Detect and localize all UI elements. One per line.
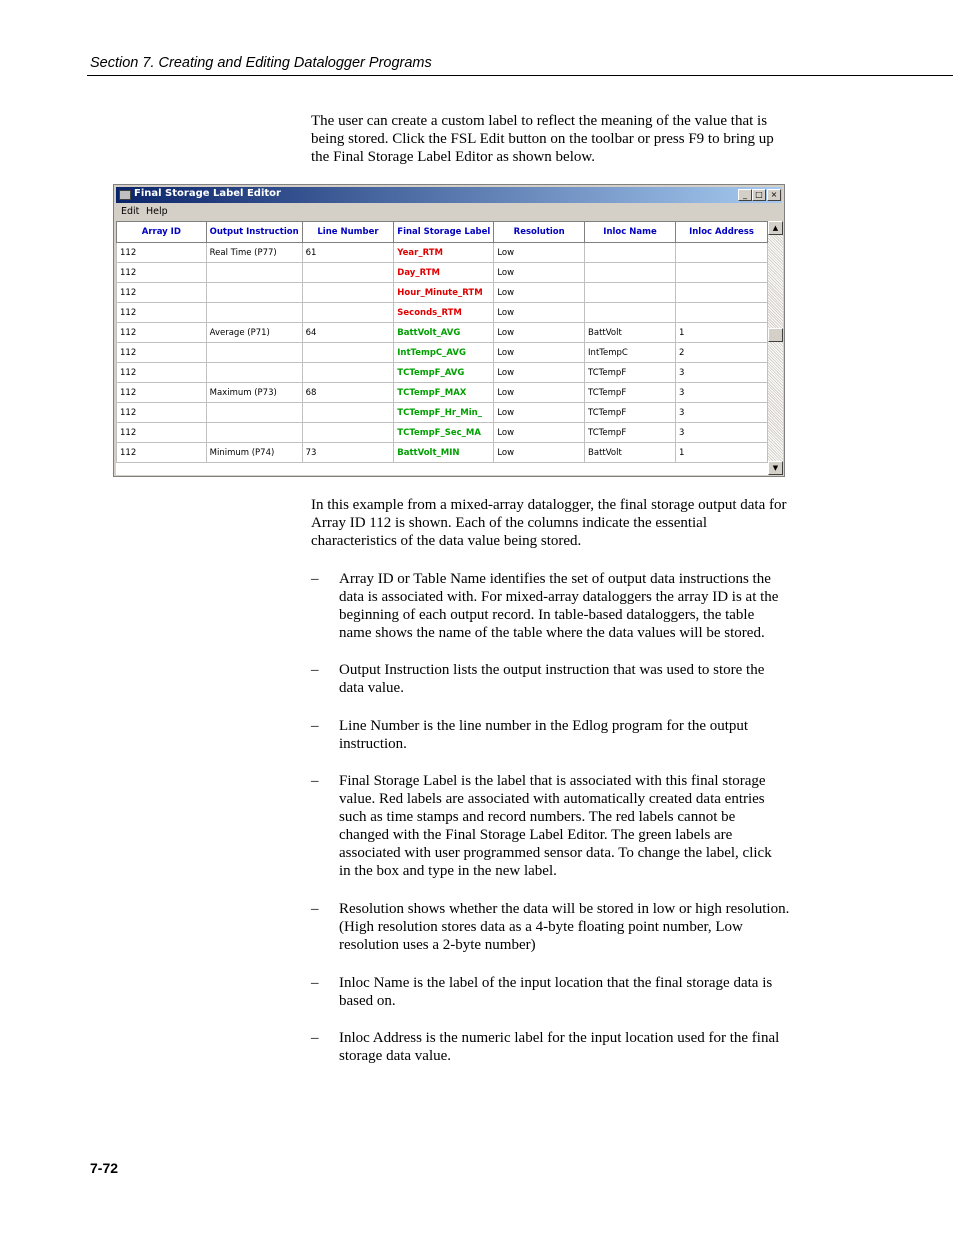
cell-resolution: Low	[494, 343, 585, 363]
scroll-up-button[interactable]: ▲	[768, 221, 783, 235]
bullet-line: Final Storage Label is the label that is associated with this final storage	[339, 773, 766, 789]
cell-output-instruction: Maximum (P73)	[206, 383, 302, 403]
bullet-line: based on.	[339, 993, 396, 1009]
label-grid	[116, 221, 768, 475]
intro-line: The user can create a custom label to reflect the meaning of the value that is	[311, 113, 768, 129]
bullet-line: instruction.	[339, 736, 407, 752]
table-row	[117, 443, 768, 463]
column-header[interactable]: Array ID	[117, 222, 207, 243]
bullet-line: data is associated with. For mixed-array dataloggers the array ID is at the	[339, 589, 779, 605]
cell-output-instruction: Real Time (P77)	[206, 243, 302, 263]
table-row	[117, 323, 768, 343]
column-header[interactable]: Resolution	[494, 222, 585, 243]
close-button[interactable]: ×	[767, 189, 781, 201]
table-row	[117, 283, 768, 303]
cell-inloc-name: TCTempF	[585, 423, 676, 443]
table-row	[117, 383, 768, 403]
bullet-line: associated with user programmed sensor data. To change the label, click	[339, 845, 772, 861]
cell-resolution: Low	[494, 243, 585, 263]
cell-resolution: Low	[494, 283, 585, 303]
cell-inloc-address: 1	[675, 323, 767, 343]
cell-inloc-name: TCTempF	[585, 403, 676, 423]
table-row	[117, 243, 768, 263]
maximize-button[interactable]: □	[752, 189, 766, 201]
column-header[interactable]: Output Instruction	[206, 222, 302, 243]
vertical-scrollbar[interactable]	[768, 221, 783, 475]
column-header[interactable]: Final Storage Label	[394, 222, 494, 243]
cell-line-number: 61	[302, 243, 394, 263]
fsl-editor-window	[113, 184, 785, 477]
cell-resolution: Low	[494, 363, 585, 383]
cell-inloc-address	[675, 283, 767, 303]
bullet-line: in the box and type in the new label.	[339, 863, 557, 879]
bullet-line: beginning of each output record. In table-based dataloggers, the table	[339, 607, 755, 623]
cell-output-instruction	[206, 403, 302, 423]
cell-inloc-name	[585, 283, 676, 303]
cell-array-id: 112	[117, 363, 207, 383]
window-titlebar	[116, 187, 782, 203]
menu-bar	[116, 204, 782, 220]
cell-final-storage-label[interactable]: Seconds_RTM	[394, 303, 494, 323]
cell-output-instruction	[206, 343, 302, 363]
intro-line: the Final Storage Label Editor as shown below.	[311, 149, 595, 165]
cell-final-storage-label[interactable]: Day_RTM	[394, 263, 494, 283]
cell-inloc-address	[675, 303, 767, 323]
bullet-line: (High resolution stores data as a 4-byte floating point number, Low	[339, 919, 743, 935]
page-number: 7-72	[90, 1160, 119, 1176]
cell-inloc-address: 3	[675, 423, 767, 443]
cell-array-id: 112	[117, 443, 207, 463]
cell-final-storage-label[interactable]: BattVolt_MIN	[394, 443, 494, 463]
bullet-dash: –	[311, 773, 319, 789]
table-row	[117, 363, 768, 383]
intro-line: being stored. Click the FSL Edit button on the toolbar or press F9 to bring up	[311, 131, 774, 147]
cell-resolution: Low	[494, 423, 585, 443]
cell-line-number	[302, 283, 394, 303]
cell-array-id: 112	[117, 263, 207, 283]
cell-array-id: 112	[117, 243, 207, 263]
cell-final-storage-label[interactable]: TCTempF_Hr_Min_	[394, 403, 494, 423]
cell-output-instruction: Minimum (P74)	[206, 443, 302, 463]
menu-help[interactable]: Help	[146, 206, 168, 217]
explanation-paragraph	[311, 496, 811, 550]
cell-output-instruction	[206, 263, 302, 283]
cell-line-number	[302, 303, 394, 323]
cell-inloc-name	[585, 303, 676, 323]
cell-inloc-address: 3	[675, 383, 767, 403]
cell-resolution: Low	[494, 443, 585, 463]
scroll-thumb[interactable]	[768, 328, 783, 342]
cell-final-storage-label[interactable]: IntTempC_AVG	[394, 343, 494, 363]
cell-inloc-address: 3	[675, 403, 767, 423]
cell-final-storage-label[interactable]: BattVolt_AVG	[394, 323, 494, 343]
intro-paragraph	[311, 112, 811, 166]
cell-output-instruction: Average (P71)	[206, 323, 302, 343]
cell-line-number: 68	[302, 383, 394, 403]
table-row	[117, 263, 768, 283]
cell-inloc-address	[675, 243, 767, 263]
header-rule	[87, 75, 953, 76]
cell-output-instruction	[206, 363, 302, 383]
cell-inloc-address: 3	[675, 363, 767, 383]
bullet-line: data value.	[339, 680, 404, 696]
cell-array-id: 112	[117, 303, 207, 323]
cell-output-instruction	[206, 283, 302, 303]
cell-array-id: 112	[117, 283, 207, 303]
cell-final-storage-label[interactable]: Hour_Minute_RTM	[394, 283, 494, 303]
cell-line-number: 73	[302, 443, 394, 463]
bullet-line: Inloc Address is the numeric label for the input location used for the final	[339, 1030, 780, 1046]
explanation-line: In this example from a mixed-array datalogger, the final storage output data for	[311, 497, 787, 513]
cell-inloc-address: 1	[675, 443, 767, 463]
cell-array-id: 112	[117, 423, 207, 443]
cell-final-storage-label[interactable]: Year_RTM	[394, 243, 494, 263]
cell-line-number: 64	[302, 323, 394, 343]
bullet-line: Array ID or Table Name identifies the set of output data instructions the	[339, 571, 771, 587]
scroll-down-button[interactable]: ▼	[768, 461, 783, 475]
cell-final-storage-label[interactable]: TCTempF_Sec_MA	[394, 423, 494, 443]
window-title: Final Storage Label Editor	[134, 188, 281, 199]
bullet-line: value. Red labels are associated with automatically created data entries	[339, 791, 765, 807]
cell-line-number	[302, 263, 394, 283]
bullet-dash: –	[311, 718, 319, 734]
cell-resolution: Low	[494, 263, 585, 283]
column-header[interactable]: Inloc Address	[675, 222, 767, 243]
cell-line-number	[302, 343, 394, 363]
cell-final-storage-label[interactable]: TCTempF_AVG	[394, 363, 494, 383]
cell-inloc-name: IntTempC	[585, 343, 676, 363]
cell-array-id: 112	[117, 403, 207, 423]
bullet-dash: –	[311, 662, 319, 678]
bullet-line: Line Number is the line number in the Edlog program for the output	[339, 718, 749, 734]
cell-line-number	[302, 403, 394, 423]
column-header[interactable]: Line Number	[302, 222, 394, 243]
section-header: Section 7. Creating and Editing Datalogger Programs	[90, 55, 432, 71]
cell-resolution: Low	[494, 323, 585, 343]
cell-array-id: 112	[117, 383, 207, 403]
bullet-line: such as time stamps and record numbers. The red labels cannot be	[339, 809, 736, 825]
cell-resolution: Low	[494, 383, 585, 403]
table-row	[117, 303, 768, 323]
cell-line-number	[302, 363, 394, 383]
bullet-line: changed with the Final Storage Label Editor. The green labels are	[339, 827, 733, 843]
cell-output-instruction	[206, 303, 302, 323]
cell-inloc-name: BattVolt	[585, 323, 676, 343]
cell-inloc-name	[585, 263, 676, 283]
menu-edit[interactable]: Edit	[121, 206, 140, 217]
cell-array-id: 112	[117, 343, 207, 363]
table-row	[117, 403, 768, 423]
cell-inloc-address	[675, 263, 767, 283]
bullet-dash: –	[311, 975, 319, 991]
cell-final-storage-label[interactable]: TCTempF_MAX	[394, 383, 494, 403]
bullet-dash: –	[311, 1030, 319, 1046]
bullet-line: name shows the name of the table where the data values will be stored.	[339, 625, 765, 641]
column-header[interactable]: Inloc Name	[585, 222, 676, 243]
explanation-line: Array ID 112 is shown. Each of the columns indicate the essential	[311, 515, 708, 531]
bullet-line: storage data value.	[339, 1048, 452, 1064]
cell-output-instruction	[206, 423, 302, 443]
cell-inloc-name: BattVolt	[585, 443, 676, 463]
cell-line-number	[302, 423, 394, 443]
bullet-line: Inloc Name is the label of the input location that the final storage data is	[339, 975, 773, 991]
header-row	[117, 222, 768, 243]
cell-inloc-address: 2	[675, 343, 767, 363]
cell-resolution: Low	[494, 403, 585, 423]
cell-inloc-name: TCTempF	[585, 383, 676, 403]
cell-array-id: 112	[117, 323, 207, 343]
bullet-dash: –	[311, 571, 319, 587]
bullet-dash: –	[311, 901, 319, 917]
table-row	[117, 423, 768, 443]
fsl-table	[116, 221, 768, 463]
cell-inloc-name: TCTempF	[585, 363, 676, 383]
bullet-line: Output Instruction lists the output instruction that was used to store the	[339, 662, 765, 678]
cell-resolution: Low	[494, 303, 585, 323]
explanation-line: characteristics of the data value being stored.	[311, 533, 582, 549]
app-icon	[119, 190, 131, 200]
cell-inloc-name	[585, 243, 676, 263]
bullet-line: resolution uses a 2-byte number)	[339, 937, 536, 953]
bullet-line: Resolution shows whether the data will be stored in low or high resolution.	[339, 901, 790, 917]
minimize-button[interactable]: _	[738, 189, 752, 201]
table-row	[117, 343, 768, 363]
